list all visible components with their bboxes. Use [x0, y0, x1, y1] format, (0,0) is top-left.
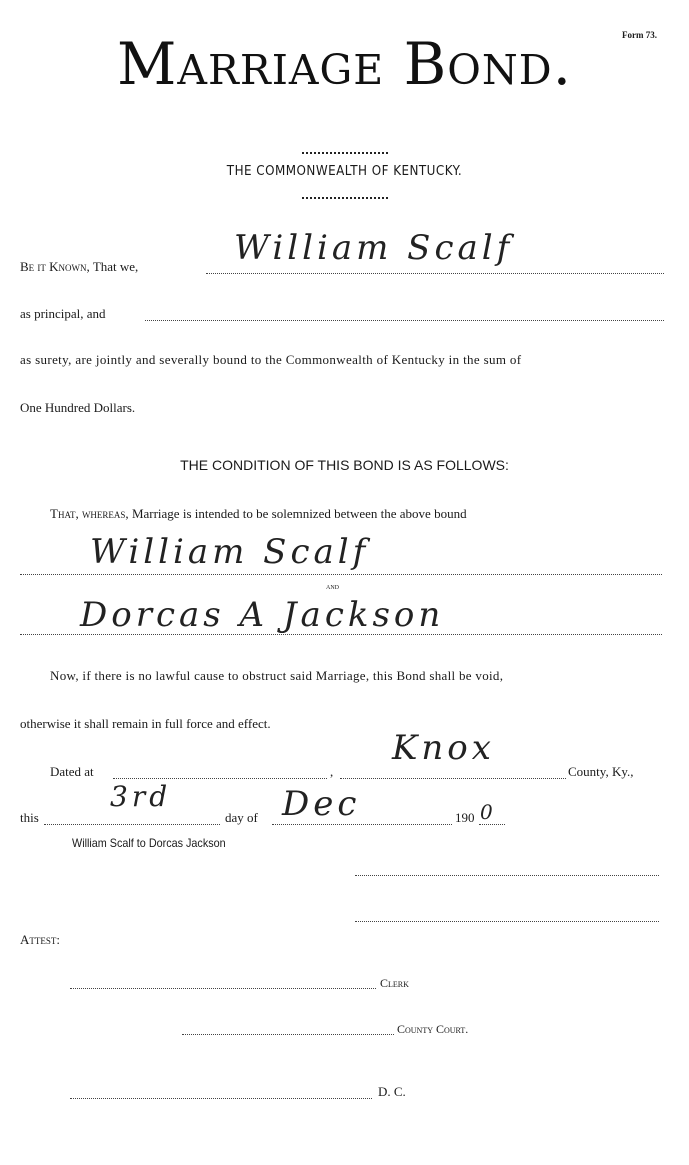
county-handwriting: Knox [392, 728, 495, 768]
day-handwriting: 3rd [110, 780, 172, 813]
form-number: Form 73. [622, 30, 657, 40]
day-of-label: day of [225, 810, 258, 825]
principal-name-line [206, 273, 664, 274]
principal-name-handwriting: William Scalf [234, 228, 514, 268]
dc-label: D. C. [378, 1084, 406, 1099]
clerk-label: Clerk [380, 976, 409, 990]
dc-line [70, 1098, 372, 1099]
signature-line-2 [355, 921, 659, 922]
groom-name-handwriting: William Scalf [90, 532, 370, 572]
page-title: Marriage Bond. [116, 30, 573, 98]
condition-heading: THE CONDITION OF THIS BOND IS AS FOLLOWS: [180, 457, 509, 473]
year-handwriting: 0 [480, 800, 497, 824]
be-it-known-line [20, 259, 138, 275]
commonwealth-heading: THE COMMONWEALTH OF KENTUCKY. [226, 164, 463, 179]
bride-name-handwriting: Dorcas A Jackson [80, 595, 445, 635]
county-line [340, 778, 566, 779]
otherwise-text: otherwise it shall remain in full force and effect. [20, 716, 271, 731]
ornament-divider-bottom [302, 197, 388, 199]
dated-at-label: Dated at [50, 764, 94, 779]
surety-name-line [145, 320, 664, 321]
year-prefix: 190 [455, 810, 475, 825]
be-it-known-lead: Be it Known, [20, 259, 90, 274]
this-label: this [20, 810, 39, 825]
whereas-lead: That, whereas, [50, 506, 129, 521]
now-text: Now, if there is no lawful cause to obstruct said Marriage, this Bond shall be void, [50, 668, 504, 683]
month-line [272, 824, 452, 825]
as-principal-text: as principal, and [20, 306, 106, 321]
signature-line-1 [355, 875, 659, 876]
caption-names: William Scalf to Dorcas Jackson [72, 836, 226, 850]
county-ky-label: County, Ky., [568, 764, 634, 779]
clerk-line [70, 988, 376, 989]
dated-comma: , [330, 764, 334, 779]
ornament-divider-top [302, 152, 388, 154]
attest-label: Attest: [20, 932, 60, 947]
sum-text: One Hundred Dollars. [20, 400, 136, 415]
month-handwriting: Dec [282, 784, 361, 824]
and-word: and [326, 582, 339, 591]
dated-place-line [113, 778, 327, 779]
whereas-text: Marriage is intended to be solemnized between the above bound [131, 506, 467, 521]
day-line [44, 824, 220, 825]
county-court-line [182, 1034, 394, 1035]
groom-name-line [20, 574, 662, 575]
that-we-text: That we, [92, 259, 139, 274]
year-line [479, 824, 505, 825]
whereas-line [50, 506, 467, 522]
surety-text: as surety, are jointly and severally bound to the Commonwealth of Kentucky in the sum of [20, 352, 522, 367]
county-court-label: County Court. [397, 1022, 469, 1036]
